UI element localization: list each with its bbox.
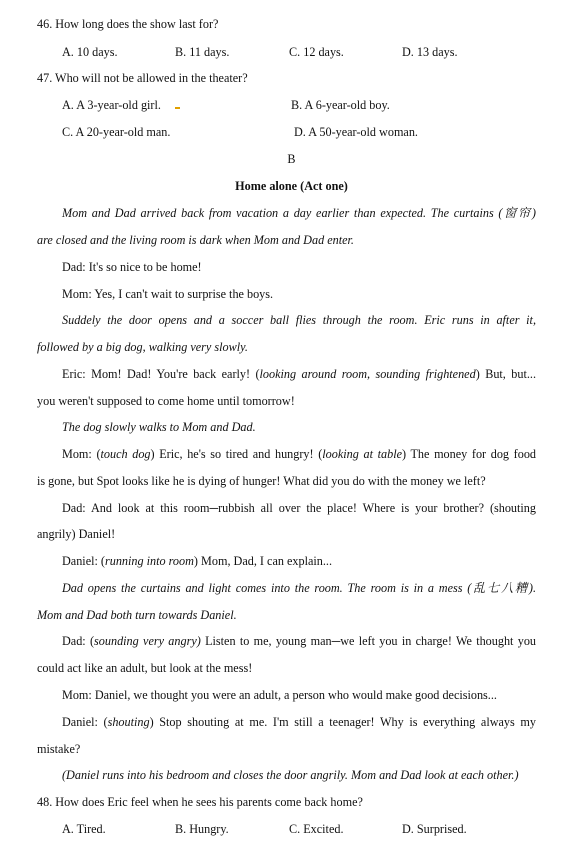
- stage-direction: shouting: [107, 715, 150, 729]
- stage-direction: sounding very angry): [94, 634, 201, 648]
- passage-line: [62, 714, 536, 730]
- dialogue-text: Daniel: (: [62, 554, 105, 568]
- passage-line: could act like an adult, but look at the mess!: [37, 661, 253, 675]
- passage-line: is gone, but Spot looks like he is dying of hunger! What did you do with the money we left?: [37, 474, 486, 488]
- question-46: 46. How long does the show last for?: [37, 17, 219, 31]
- stage-direction: looking at table: [322, 447, 402, 461]
- q48-option-b[interactable]: B. Hungry.: [175, 822, 229, 836]
- q48-option-a[interactable]: A. Tired.: [62, 822, 106, 836]
- q47-option-c[interactable]: C. A 20-year-old man.: [62, 125, 171, 139]
- passage-line: Dad: It's so nice to be home!: [62, 260, 202, 274]
- passage-line: Mom and Dad arrived back from vacation a day earlier than expected. The curtains (窗帘): [62, 206, 536, 220]
- passage-line: are closed and the living room is dark when Mom and Dad enter.: [37, 233, 354, 247]
- stage-direction: running into room: [104, 554, 194, 568]
- passage-line: [62, 446, 536, 462]
- q46-option-c[interactable]: C. 12 days.: [289, 45, 344, 59]
- passage-line: Dad opens the curtains and light comes into the room. The room is in a mess (乱七八糟).: [62, 581, 536, 595]
- dialogue-text: ) Eric, he's so tired and hungry! (: [150, 447, 323, 461]
- dialogue-text: ) But, but...: [475, 367, 536, 381]
- dialogue-text: Listen to me, young man─we left you in charge! We thought you: [200, 634, 537, 648]
- passage-line: Mom: Yes, I can't wait to surprise the boys.: [62, 287, 274, 301]
- q47-option-d[interactable]: D. A 50-year-old woman.: [294, 125, 418, 139]
- passage-line: [62, 366, 536, 382]
- dialogue-text: Daniel: (: [62, 715, 108, 729]
- dialogue-text: Eric: Mom! Dad! You're back early! (: [62, 367, 260, 381]
- dialogue-text: ) The money for dog food: [402, 447, 537, 461]
- dialogue-text: ) Stop shouting at me. I'm still a teenager! Why is everything always my: [149, 715, 536, 729]
- passage-line: [62, 633, 536, 649]
- q47-option-a[interactable]: [62, 97, 180, 113]
- q48-option-c[interactable]: C. Excited.: [289, 822, 344, 836]
- stage-direction: touch dog: [100, 447, 151, 461]
- passage-line: The dog slowly walks to Mom and Dad.: [62, 420, 256, 434]
- question-47: 47. Who will not be allowed in the theater?: [37, 71, 248, 85]
- passage-line: Mom and Dad both turn towards Daniel.: [37, 608, 237, 622]
- q47-option-a-text: A. A 3-year-old girl.: [62, 98, 161, 112]
- section-letter: B: [287, 152, 296, 166]
- passage-line: angrily) Daniel!: [37, 527, 116, 541]
- passage-line: mistake?: [37, 742, 81, 756]
- q46-option-d[interactable]: D. 13 days.: [402, 45, 458, 59]
- dialogue-text: ) Mom, Dad, I can explain...: [193, 554, 333, 568]
- passage-line: [62, 553, 583, 569]
- passage-line: Mom: Daniel, we thought you were an adult, a person who would make good decisions...: [62, 688, 497, 702]
- passage-line: (Daniel runs into his bedroom and closes the door angrily. Mom and Dad look at each other.): [62, 768, 519, 782]
- q46-option-b[interactable]: B. 11 days.: [175, 45, 230, 59]
- mark-dot: [175, 107, 180, 109]
- dialogue-text: Mom: (: [62, 447, 101, 461]
- q47-option-b[interactable]: B. A 6-year-old boy.: [291, 98, 390, 112]
- dialogue-text: Dad: (: [62, 634, 95, 648]
- q46-option-a[interactable]: A. 10 days.: [62, 45, 118, 59]
- q48-option-d[interactable]: D. Surprised.: [402, 822, 467, 836]
- passage-line: Suddely the door opens and a soccer ball flies through the room. Eric runs in after it,: [62, 313, 536, 327]
- passage-title: Home alone (Act one): [235, 179, 348, 193]
- passage-line: Dad: And look at this room─rubbish all over the place! Where is your brother? (shouting: [62, 501, 536, 515]
- passage-line: you weren't supposed to come home until tomorrow!: [37, 394, 295, 408]
- question-48: 48. How does Eric feel when he sees his parents come back home?: [37, 795, 363, 809]
- passage-line: followed by a big dog, walking very slowly.: [37, 340, 248, 354]
- stage-direction: looking around room, sounding frightened: [259, 367, 476, 381]
